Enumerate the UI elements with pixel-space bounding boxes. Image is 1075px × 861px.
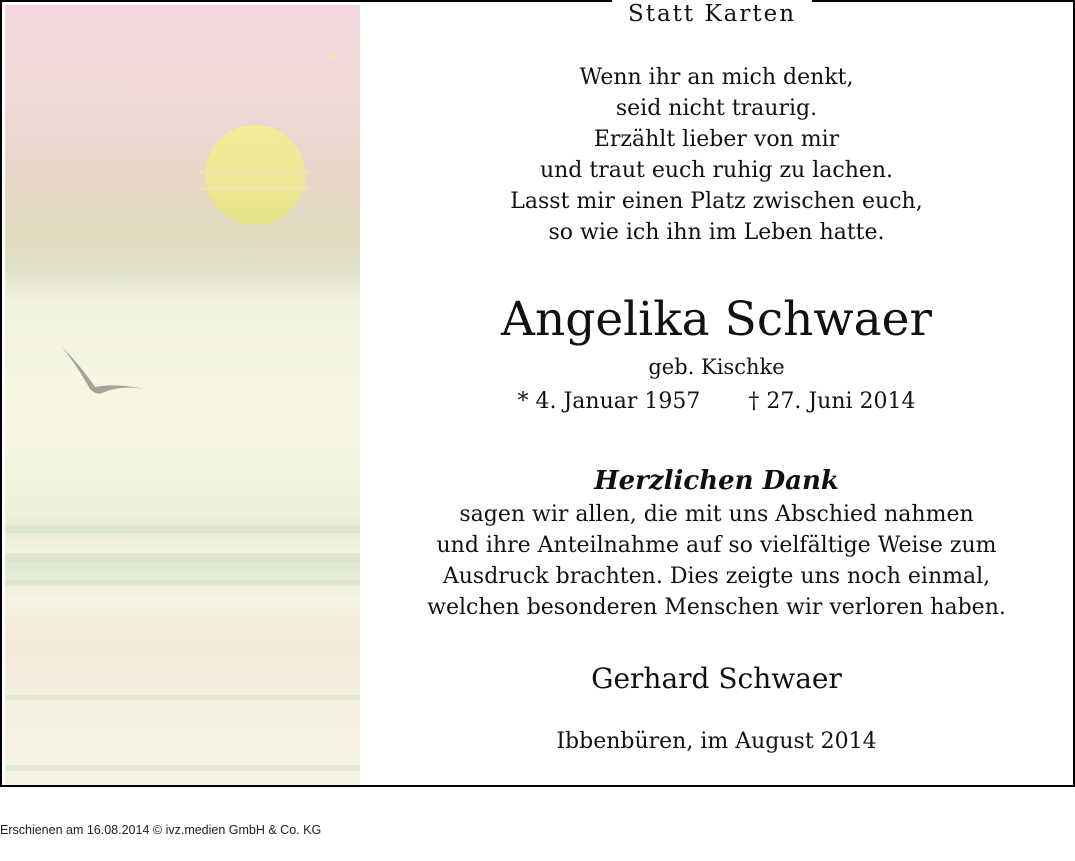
wave-band: [5, 765, 360, 771]
header-label: Statt Karten: [627, 1, 797, 27]
poem-line: seid nicht traurig.: [615, 96, 818, 121]
sun-reflection-line: [200, 170, 310, 173]
bird-icon: [60, 345, 150, 405]
signer-name: Gerhard Schwaer: [591, 662, 842, 695]
poem-line: Lasst mir einen Platz zwischen euch,: [510, 189, 923, 214]
deceased-name: Angelika Schwaer: [501, 292, 932, 347]
sparkle-icon: ✦: [325, 50, 337, 66]
life-dates: [360, 386, 1073, 418]
sunset-sea-image: [5, 5, 360, 785]
poem-line: so wie ich ihn im Leben hatte.: [548, 220, 885, 245]
sun-reflection-line: [200, 187, 310, 190]
thanks-line: sagen wir allen, die mit uns Abschied nahmen: [459, 502, 974, 527]
thanks-text: [360, 499, 1073, 623]
wave-band: [5, 525, 360, 533]
sun-shape: [205, 125, 305, 225]
place-date: Ibbenbüren, im August 2014: [556, 729, 877, 754]
thanks-line: Ausdruck brachten. Dies zeigte uns noch einmal,: [442, 564, 991, 589]
poem-line: Erzählt lieber von mir: [593, 127, 840, 152]
thanks-line: welchen besonderen Menschen wir verloren haben.: [427, 595, 1006, 620]
poem-line: und traut euch ruhig zu lachen.: [539, 158, 894, 183]
publication-footer: Erschienen am 16.08.2014 © ivz.medien GmbH & Co. KG: [0, 823, 322, 837]
wave-band: [5, 553, 360, 563]
poem: [360, 62, 1073, 248]
wave-band: [5, 580, 360, 586]
death-date: † 27. Juni 2014: [748, 389, 916, 414]
birth-name: geb. Kischke: [648, 355, 785, 379]
thanks-heading: Herzlichen Dank: [594, 466, 839, 496]
thanks-line: und ihre Anteilnahme auf so vielfältige Weise zum: [436, 533, 997, 558]
poem-line: Wenn ihr an mich denkt,: [579, 65, 854, 90]
birth-date: * 4. Januar 1957: [517, 389, 701, 414]
wave-band: [5, 695, 360, 700]
